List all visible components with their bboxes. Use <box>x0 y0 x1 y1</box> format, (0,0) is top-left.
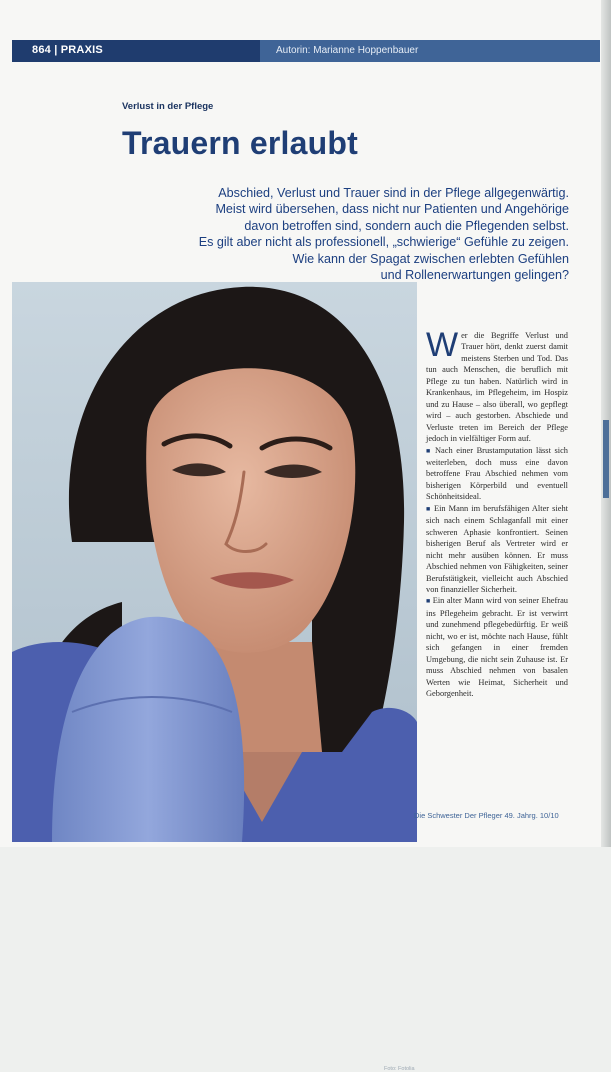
intro-text: er die Begriffe Verlust und Trauer hört, denkt zuerst damit meistens Sterben und Tod. Das tun auch Menschen, die beruflich mit Pflege zu tun haben. Natürlich wird in Krankenhaus, im Pflegeheim, im Hospiz und zu Hause – also überall, wo gepflegt wird – auch gestorben. Abschiede und Verluste treten im Bereich der Pflege jedoch in vielfältiger Form auf. <box>426 331 568 444</box>
drop-cap: W <box>426 326 459 364</box>
square-bullet-icon: ■ <box>426 446 435 455</box>
article-photo <box>12 282 417 1072</box>
author-line: Autorin: Marianne Hoppenbauer <box>276 45 419 56</box>
header-section-block <box>12 40 260 62</box>
lead-line: und Rollenerwartungen gelingen? <box>380 268 569 283</box>
lead-line: Abschied, Verlust und Trauer sind in der Pflege allgegenwärtig. <box>218 186 569 200</box>
square-bullet-icon: ■ <box>426 597 433 606</box>
body-paragraph <box>426 503 568 596</box>
lead-line: Wie kann der Spagat zwischen erlebten Gefühlen <box>292 251 569 266</box>
body-paragraph <box>426 445 568 503</box>
article-lead <box>149 185 569 283</box>
intro-paragraph <box>426 326 568 445</box>
section-tab-marker <box>603 420 609 498</box>
lead-line: davon betroffen sind, sondern auch die Pflegenden selbst. <box>244 218 569 233</box>
article-kicker: Verlust in der Pflege <box>122 101 214 112</box>
article-title: Trauern erlaubt <box>122 125 358 161</box>
article-body <box>426 326 568 700</box>
page-footer: Die Schwester Der Pfleger 49. Jahrg. 10/10 <box>414 811 559 820</box>
lead-line: Meist wird übersehen, dass nicht nur Patienten und Angehörige <box>215 202 569 217</box>
woman-portrait-illustration <box>12 282 417 842</box>
body-paragraph-text: Ein Mann im berufsfähigen Alter sieht sich nach einem Schlaganfall mit einer schweren Aphasie konfrontiert. Seinen bisherigen Beruf als Vertreter wird er nicht mehr ausüben können. Er muss Abschied nehmen von Fähigkeiten, seiner Berufstätigkeit, vielleicht auch Abschied von finanzieller Sicherheit. <box>426 503 568 594</box>
lead-line: Es gilt aber nicht als professionell, „schwierige“ Gefühle zu zeigen. <box>198 235 569 250</box>
body-paragraph-text: Ein alter Mann wird von seiner Ehefrau ins Pflegeheim gebracht. Er ist verwirrt und zunehmend pflegebedürftig. Er weiß nicht, wo er ist, möchte nach Hause, fühlt sich gefangen in einer fremden Umgebung, die nicht sein Zuhause ist. Er muss Abschied nehmen von basalen Werten wie Heimat, Sicherheit und Geborgenheit. <box>426 596 568 699</box>
body-paragraph <box>426 595 568 699</box>
square-bullet-icon: ■ <box>426 504 434 513</box>
section-label: 864 | PRAXIS <box>32 44 103 56</box>
body-paragraph-text: Nach einer Brustamputation lässt sich weiterleben, doch muss eine davon betroffene Frau Abschied nehmen vom bisherigen Körperbild und eventuell Schönheitsideal. <box>426 445 568 502</box>
photo-credit: Foto: Fotolia <box>384 1066 415 1072</box>
header-bar <box>12 40 600 62</box>
